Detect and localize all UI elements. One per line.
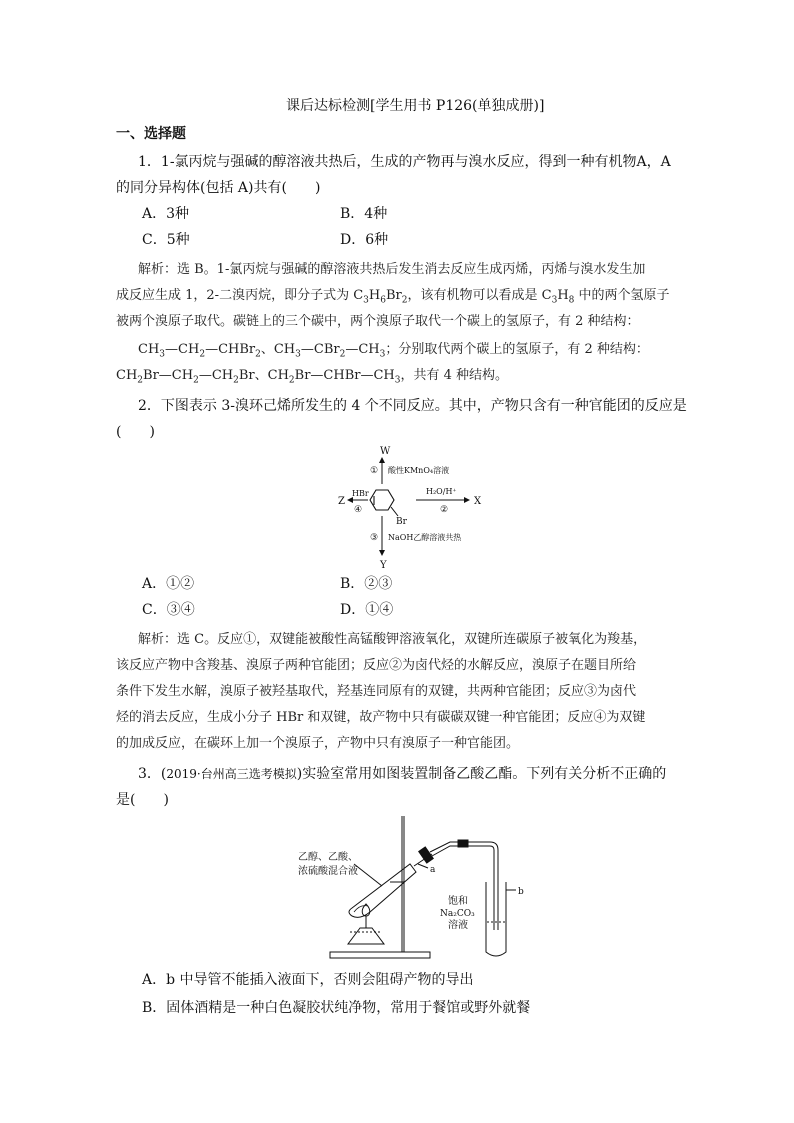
page-title: 课后达标检测[学生用书 P126(单独成册)] (286, 98, 545, 114)
reaction-diagram (318, 444, 528, 572)
q3-stem-line1: 3．(2019·台州高三选考模拟)实验室常用如图装置制备乙酸乙酯。下列有关分析不正确的 (138, 766, 667, 782)
q2-option-a[interactable]: A．①② (142, 576, 195, 592)
label-b: b (518, 887, 524, 897)
q1-explanation-line3: 被两个溴原子取代。碳链上的三个碳中，两个溴原子取代一个碳上的氢原子，有 2 种结构： (116, 314, 640, 329)
q2-explanation-line3: 条件下发生水解，溴原子被羟基取代，羟基连同原有的双键，共两种官能团；反应③为卤代 (116, 684, 637, 699)
q1-explanation-line2: 成反应生成 1，2-二溴丙烷，即分子式为 $C_3H_6Br_2$，该有机物可以看成是 $C_3H_8$ 中的两个氢原子 (116, 288, 670, 306)
reagent-naoh: NaOH乙醇溶液共热 (388, 533, 462, 542)
bromo-substituent: Br (396, 517, 407, 527)
label-1: ① (370, 466, 379, 476)
q2-option-b[interactable]: B．②③ (340, 576, 393, 592)
q1-explanation-line1: 解析：选 B。1-氯丙烷与强碱的醇溶液共热后发生消去反应生成丙烯，丙烯与溴水发生加 (138, 262, 646, 277)
q1-option-c[interactable]: C．5种 (142, 232, 190, 248)
reagent-kmno4: 酸性KMnO₄溶液 (388, 466, 450, 475)
label-reactants-1: 乙醇、乙酸、 (298, 852, 358, 863)
q2-explanation-line5: 的加成反应，在碳环上加一个溴原子，产物中只有溴原子一种官能团。 (116, 736, 520, 751)
q2-stem-line2: ( ) (116, 424, 155, 440)
product-z: Z (338, 496, 345, 507)
label-3: ③ (370, 533, 379, 543)
q3-option-a[interactable]: A．b 中导管不能插入液面下，否则会阻碍产物的导出 (142, 972, 474, 988)
label-na2co3: Na₂CO₃ (440, 909, 475, 919)
q2-explanation-line1: 解析：选 C。反应①，双键能被酸性高锰酸钾溶液氧化，双键所连碳原子被氧化为羧基， (138, 632, 647, 647)
q2-option-d[interactable]: D．①④ (340, 602, 394, 618)
q1-option-a[interactable]: A．3种 (142, 206, 190, 222)
section-heading: 一、选择题 (116, 126, 186, 142)
q3-option-b[interactable]: B．固体酒精是一种白色凝胶状纯净物，常用于餐馆或野外就餐 (142, 1000, 531, 1016)
esterification-apparatus (290, 812, 530, 962)
product-x: X (474, 496, 482, 507)
q1-explanation-line5: $CH_2Br—CH_2—CH_2Br$、$CH_2Br—CHBr—CH_3$，共有 4 种结构。 (116, 368, 509, 386)
label-4: ④ (354, 505, 363, 515)
cyclohexene-ring (370, 490, 394, 510)
q1-explanation-line4: $CH_3—CH_2—CHBr_2$、$CH_3—CBr_2—CH_3$；分别取代两个碳上的氢原子，有 2 种结构： (138, 342, 649, 360)
q2-explanation-line4: 烃的消去反应，生成小分子 HBr 和双键，故产物中只有碳碳双键一种官能团；反应④为双键 (116, 710, 646, 725)
q1-option-d[interactable]: D．6种 (340, 232, 389, 248)
q2-option-c[interactable]: C．③④ (142, 602, 195, 618)
q1-stem-line1: 1．1-氯丙烷与强碱的醇溶液共热后，生成的产物再与溴水反应，得到一种有机物A，A (138, 154, 671, 170)
label-saturated: 饱和 (448, 896, 468, 907)
label-reactants-2: 浓硫酸混合液 (298, 866, 358, 877)
q3-stem-line2: 是( ) (116, 792, 169, 808)
label-2: ② (440, 505, 449, 515)
q1-stem-line2: 的同分异构体(包括 A)共有( ) (116, 180, 321, 196)
q2-explanation-line2: 该反应产物中含羧基、溴原子两种官能团；反应②为卤代烃的水解反应，溴原子在题目所给 (116, 658, 637, 673)
label-solution: 溶液 (448, 920, 468, 931)
q2-stem-line1: 2．下图表示 3-溴环己烯所发生的 4 个不同反应。其中，产物只含有一种官能团的反应是 (138, 398, 687, 414)
product-w: W (380, 446, 391, 457)
q1-option-b[interactable]: B．4种 (340, 206, 388, 222)
q3-source: 2019·台州高三选考模拟 (166, 767, 297, 781)
product-y: Y (380, 560, 387, 571)
reagent-hbr: HBr (352, 489, 369, 498)
label-a: a (430, 865, 436, 875)
reagent-h2o: H₂O/H⁺ (426, 487, 457, 496)
